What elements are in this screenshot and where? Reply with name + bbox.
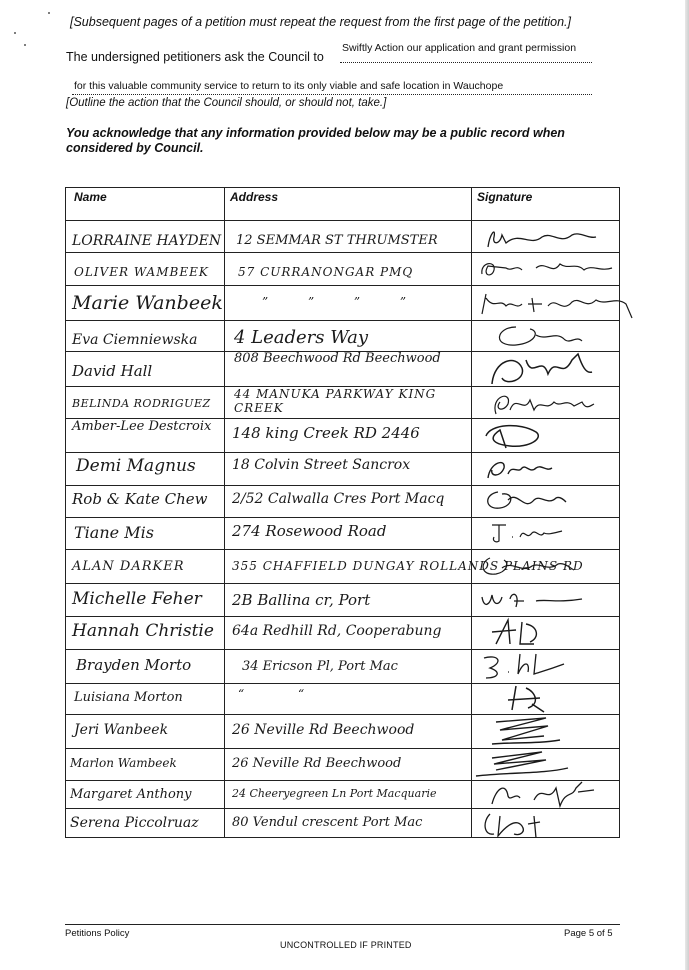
petition-ask-prefix: The undersigned petitioners ask the Council to	[66, 50, 324, 64]
signer-name: OLIVER WAMBEEK	[74, 265, 209, 279]
signer-address: 4 Leaders Way	[234, 327, 369, 348]
signer-name: Jeri Wanbeek	[74, 722, 169, 738]
signer-address: ” ” ” ”	[262, 295, 406, 309]
signer-address: 808 Beechwood Rd Beechwood	[234, 351, 441, 366]
column-header-address: Address	[230, 190, 279, 204]
handwritten-signature	[476, 552, 576, 580]
footer-rule	[65, 924, 620, 925]
signer-address: 24 Cheeryegreen Ln Port Macquarie	[232, 787, 437, 800]
signer-name: Eva Ciemniewska	[72, 332, 198, 348]
signer-address: 26 Neville Rd Beechwood	[232, 722, 415, 738]
signer-address: 12 SEMMAR ST THRUMSTER	[236, 233, 438, 248]
signer-name: BELINDA RODRIGUEZ	[72, 397, 211, 410]
petition-request-line-1: Swiftly Action our application and grant permission	[342, 42, 577, 54]
signer-name: Rob & Kate Chew	[72, 490, 208, 508]
handwritten-signature	[486, 388, 596, 418]
scan-speck	[48, 12, 50, 14]
dotted-fill-line	[340, 62, 592, 63]
signer-address: 2/52 Calwalla Cres Port Macq	[232, 491, 445, 507]
petition-signature-table	[65, 187, 620, 838]
signer-address: 2B Ballina cr, Port	[232, 591, 371, 609]
signer-address: 80 Vendul crescent Port Mac	[232, 815, 423, 830]
signer-address: 64a Redhill Rd, Cooperabung	[232, 623, 442, 639]
signer-name: David Hall	[72, 362, 153, 380]
handwritten-signature	[472, 748, 572, 780]
scan-speck	[24, 44, 26, 46]
signer-name: Luisiana Morton	[74, 690, 183, 705]
signer-name: Demi Magnus	[76, 456, 196, 476]
signer-name: ALAN DARKER	[72, 559, 185, 574]
scan-edge-shadow	[685, 0, 689, 970]
signer-address: 26 Neville Rd Beechwood	[232, 756, 402, 771]
scan-speck	[14, 32, 16, 34]
petition-request-line-2: for this valuable community service to return to its only viable and safe location in Wauchope	[74, 80, 504, 92]
column-header-name: Name	[74, 190, 107, 204]
handwritten-signature	[480, 225, 600, 251]
handwritten-signature	[476, 808, 556, 840]
signer-address: 57 CURRANONGAR PMQ	[238, 265, 414, 279]
signer-name: Margaret Anthony	[70, 787, 192, 802]
outline-action-note: [Outline the action that the Council should, or should not, take.]	[66, 97, 387, 109]
handwritten-signature	[486, 714, 566, 748]
signer-address: 18 Colvin Street Sancrox	[232, 457, 411, 473]
handwritten-signature	[476, 587, 586, 613]
handwritten-signature	[478, 650, 568, 680]
public-record-acknowledgement: You acknowledge that any information provided below may be a public record when considered by Council.	[66, 126, 565, 155]
signer-name: Michelle Feher	[72, 589, 202, 609]
signer-name: Hannah Christie	[72, 621, 214, 641]
signer-name: LORRAINE HAYDEN	[72, 233, 222, 249]
signer-address: 34 Ericson Pl, Port Mac	[242, 659, 398, 674]
handwritten-signature	[486, 350, 596, 388]
handwritten-signature	[486, 321, 586, 351]
signer-address: “ “	[238, 687, 305, 701]
handwritten-signature	[500, 682, 560, 714]
footer-policy-name: Petitions Policy	[65, 928, 130, 939]
signer-address: 274 Rosewood Road	[232, 522, 387, 540]
dotted-fill-line	[72, 94, 592, 95]
subsequent-pages-note: [Subsequent pages of a petition must repeat the request from the first page of the petition.]	[70, 15, 572, 29]
signer-name: Serena Piccolruaz	[70, 815, 199, 831]
signer-name: Marlon Wambeek	[70, 756, 177, 770]
handwritten-signature	[476, 288, 636, 320]
handwritten-signature	[486, 616, 556, 648]
footer-uncontrolled-notice: UNCONTROLLED IF PRINTED	[280, 940, 412, 950]
signer-name: Brayden Morto	[76, 656, 192, 674]
signer-name: Marie Wanbeek	[72, 292, 223, 314]
handwritten-signature	[480, 420, 550, 452]
handwritten-signature	[476, 256, 616, 282]
signer-address: 44 MANUKA PARKWAY KING CREEK	[234, 387, 437, 415]
column-header-signature: Signature	[477, 190, 533, 204]
footer-page-number: Page 5 of 5	[564, 928, 613, 939]
signer-name: Tiane Mis	[74, 523, 154, 542]
handwritten-signature	[478, 486, 568, 514]
signer-address: 355 CHAFFIELD DUNGAY ROLLANDS PLAINS RD	[232, 559, 584, 573]
handwritten-signature	[482, 454, 562, 482]
handwritten-signature	[486, 778, 596, 812]
signer-name: Amber-Lee Destcroix	[72, 419, 212, 434]
handwritten-signature	[486, 519, 566, 545]
signer-address: 148 king Creek RD 2446	[232, 424, 420, 442]
